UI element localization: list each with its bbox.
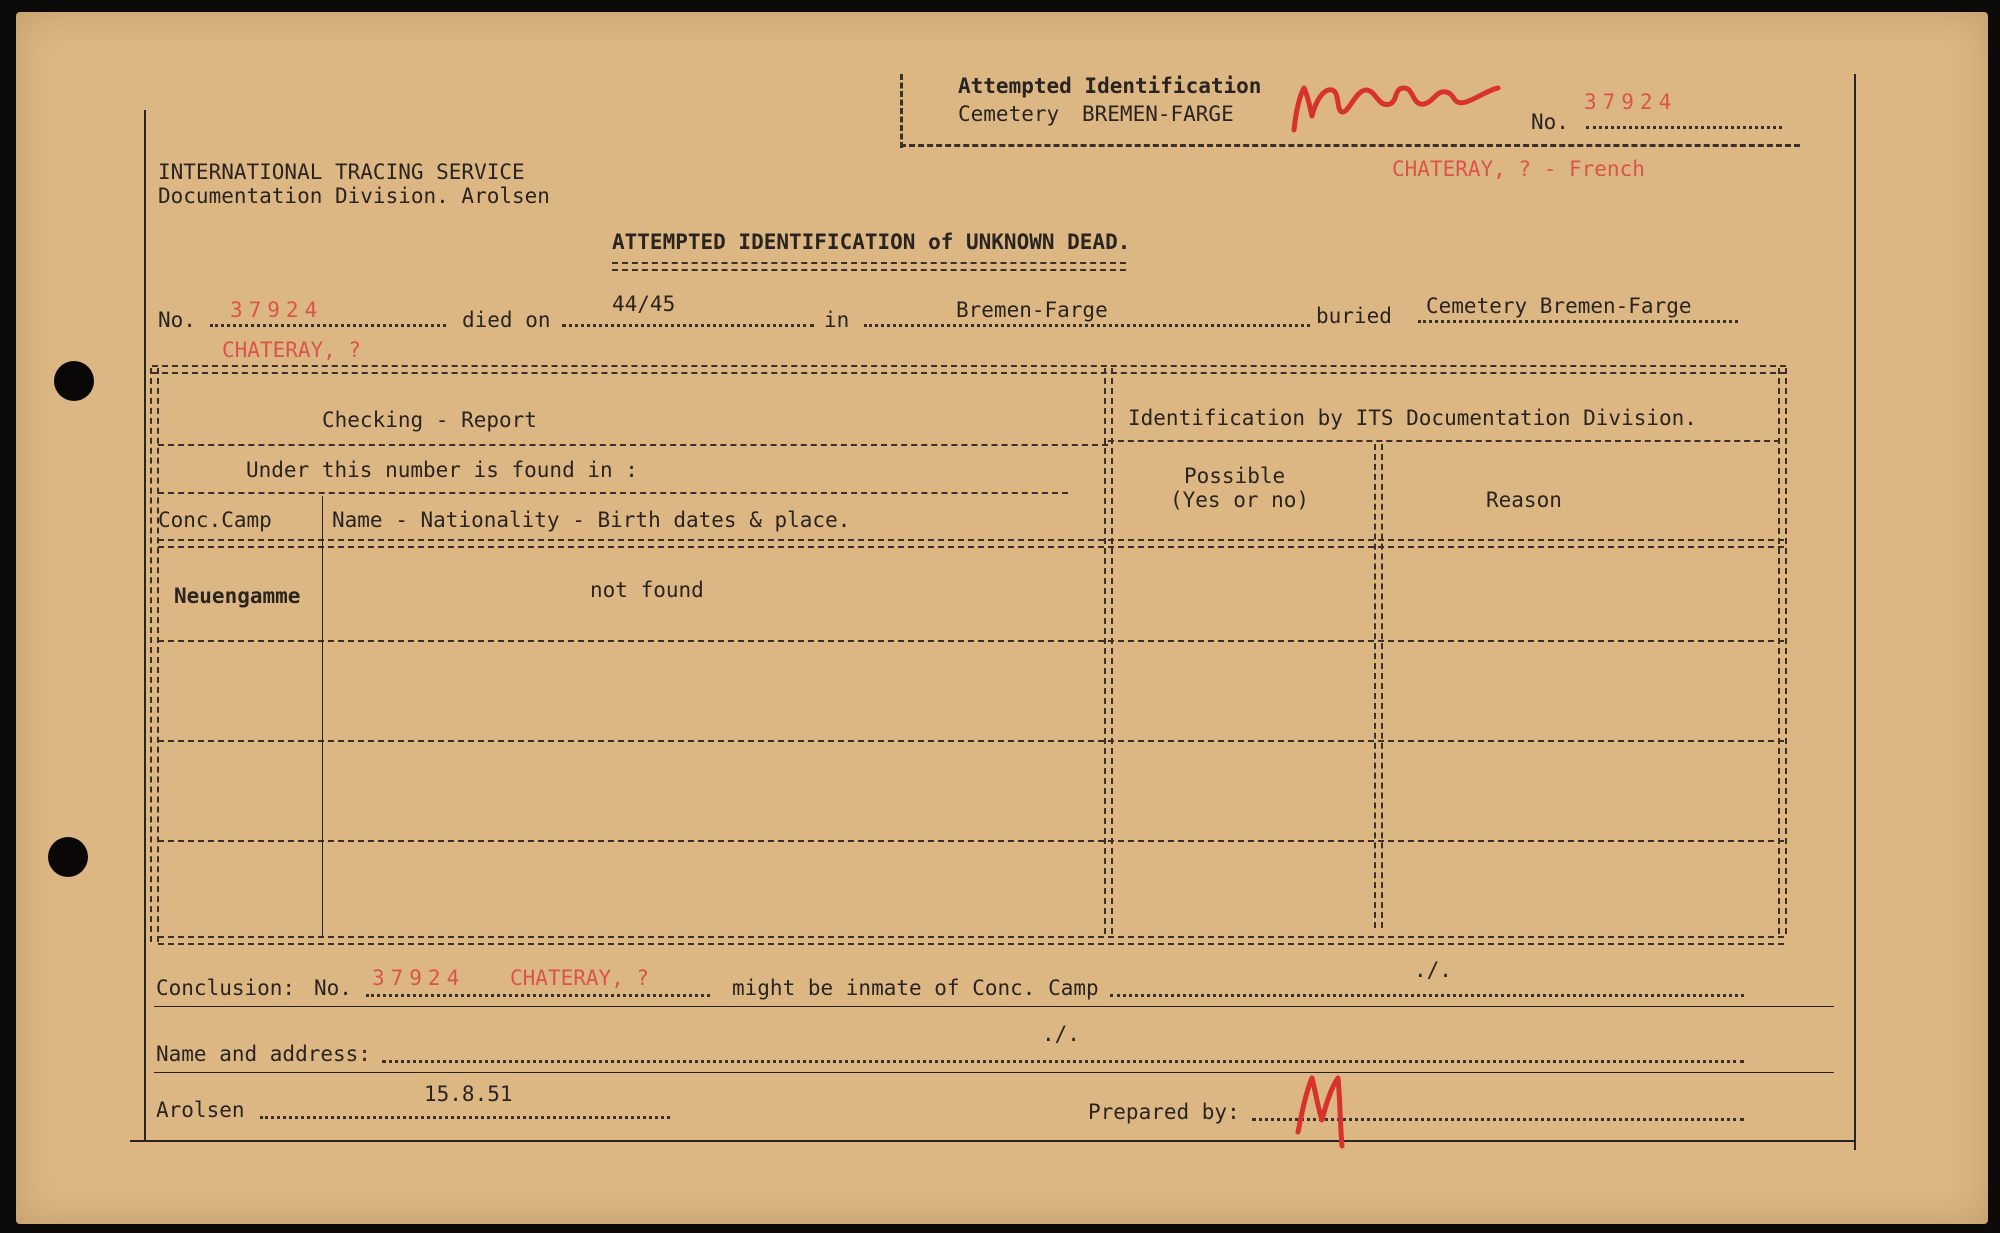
frame-right-line xyxy=(1854,74,1856,1150)
row1-details: not found xyxy=(590,578,704,602)
row1-camp: Neuengamme xyxy=(174,584,301,608)
punch-hole-top xyxy=(54,361,94,401)
table-possible-rule xyxy=(1374,444,1383,928)
header-cemetery-label: Cemetery xyxy=(958,102,1060,126)
buried-label: buried xyxy=(1316,304,1392,328)
form-no-dots xyxy=(210,324,446,327)
under-number-label: Under this number is found in : xyxy=(246,458,638,482)
table-camp-rule xyxy=(322,496,323,936)
header-no-dots xyxy=(1586,126,1782,129)
buried-value: Cemetery Bremen-Farge xyxy=(1426,294,1692,318)
col-camp-header: Conc.Camp xyxy=(158,508,272,532)
table-right-rule xyxy=(1778,368,1787,934)
table-left-rule xyxy=(150,368,159,942)
header-cemetery-value: BREMEN-FARGE xyxy=(1082,102,1234,126)
conclusion-rule xyxy=(154,1006,1834,1007)
possible-label-line1: Possible xyxy=(1184,464,1286,488)
conclusion-no-value: 37924 xyxy=(372,966,466,990)
header-no-value: 37924 xyxy=(1584,90,1678,114)
index-card xyxy=(16,12,1988,1224)
org-line2: Documentation Division. Arolsen xyxy=(158,184,550,208)
punch-hole-bottom xyxy=(48,837,88,877)
name-address-label: Name and address: xyxy=(156,1042,371,1066)
conclusion-mark: ./. xyxy=(1042,1022,1080,1046)
table-bottom-rule xyxy=(158,936,1784,945)
frame-bottom-line xyxy=(130,1140,1854,1142)
title-underline xyxy=(612,262,1126,271)
column-header-rule xyxy=(158,539,1784,548)
table-top-rule xyxy=(152,365,1786,374)
row2-rule xyxy=(158,740,1784,742)
died-on-value: 44/45 xyxy=(612,292,676,316)
org-line1: INTERNATIONAL TRACING SERVICE xyxy=(158,160,525,184)
died-on-dots xyxy=(562,324,814,327)
conclusion-label: Conclusion: xyxy=(156,976,296,1000)
frame-left-line xyxy=(144,110,146,1140)
conclusion-camp-value: ./. xyxy=(1414,958,1452,982)
buried-dots xyxy=(1418,320,1738,323)
attempted-identification-label: Attempted Identification xyxy=(958,74,1262,98)
person-nationality: CHATERAY, ? - French xyxy=(1392,157,1645,181)
conclusion-no-dots xyxy=(366,994,710,997)
conclusion-name-value: CHATERAY, ? xyxy=(510,966,650,990)
in-value: Bremen-Farge xyxy=(956,298,1108,322)
row1-rule xyxy=(158,640,1784,642)
might-be-label: might be inmate of Conc. Camp xyxy=(732,976,1099,1000)
checking-report-label: Checking - Report xyxy=(322,408,537,432)
stamp-box-bottom xyxy=(900,144,1800,147)
footer-place: Arolsen xyxy=(156,1098,245,1122)
in-label: in xyxy=(824,308,850,332)
died-on-label: died on xyxy=(462,308,551,332)
table-middle-rule xyxy=(1104,368,1113,934)
prepared-by-label: Prepared by: xyxy=(1088,1100,1240,1124)
identification-rule xyxy=(1108,440,1780,442)
form-title: ATTEMPTED IDENTIFICATION of UNKNOWN DEAD. xyxy=(612,230,1131,254)
handwritten-none xyxy=(1286,60,1506,140)
footer-date-dots xyxy=(260,1116,670,1119)
form-no-label: No. xyxy=(158,308,196,332)
conclusion-no-label: No. xyxy=(314,976,352,1000)
row3-rule xyxy=(158,840,1784,842)
name-address-dots xyxy=(382,1060,1744,1063)
possible-label-line2: (Yes or no) xyxy=(1170,488,1310,512)
form-no-value: 37924 xyxy=(230,298,324,322)
identification-header: Identification by ITS Documentation Division. xyxy=(1128,406,1697,430)
name-address-rule xyxy=(154,1072,1834,1073)
signature-mark xyxy=(1292,1068,1352,1152)
in-dots xyxy=(864,324,1310,327)
checking-report-rule xyxy=(158,444,1108,446)
stamp-box-left xyxy=(900,74,903,148)
conclusion-camp-dots xyxy=(1110,994,1744,997)
header-no-label: No. xyxy=(1531,110,1569,134)
reason-label: Reason xyxy=(1486,488,1562,512)
under-number-rule xyxy=(158,492,1068,494)
form-person-name: CHATERAY, ? xyxy=(222,338,362,362)
col-name-header: Name - Nationality - Birth dates & place. xyxy=(332,508,851,532)
footer-date: 15.8.51 xyxy=(424,1082,513,1106)
